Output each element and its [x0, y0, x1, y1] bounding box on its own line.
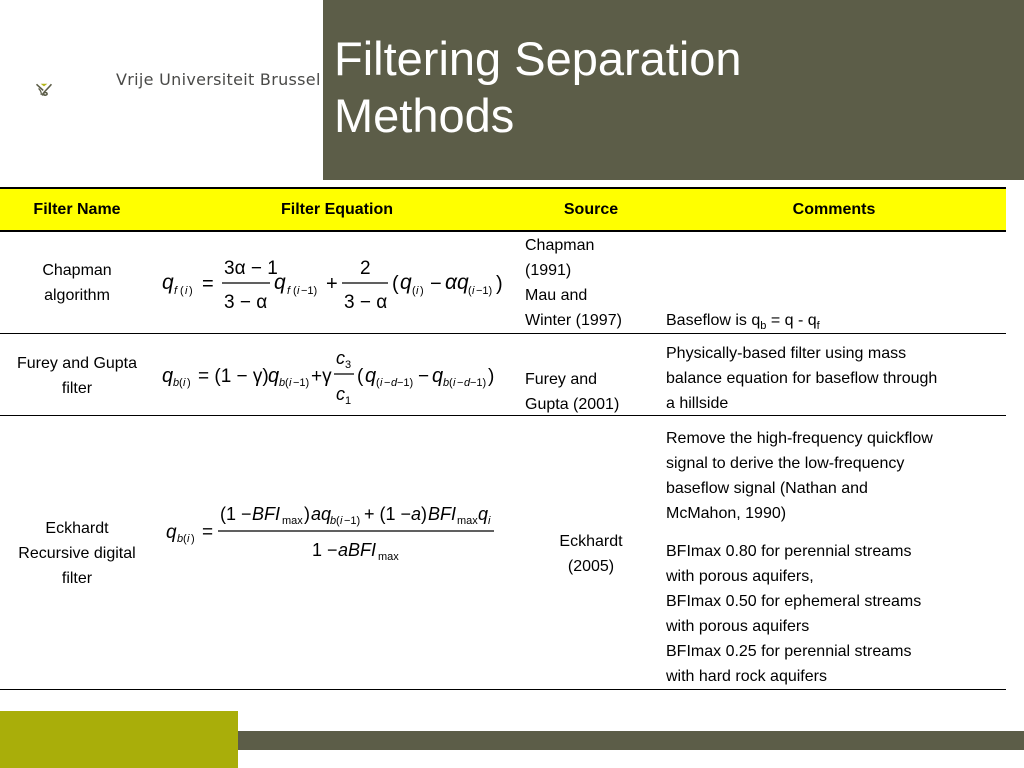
svg-text:−: −: [384, 377, 391, 389]
svg-text:max: max: [378, 551, 399, 563]
svg-text:(: (: [357, 366, 364, 387]
svg-text:+: +: [326, 273, 338, 295]
table-bottom-rule: [0, 689, 1006, 690]
svg-text:i: i: [488, 515, 491, 527]
chapman-equation: [160, 250, 520, 320]
comment-line: McMahon, 1990): [666, 505, 787, 522]
svg-text:(: (: [180, 285, 184, 297]
svg-text:q: q: [162, 365, 174, 387]
svg-text:q: q: [162, 271, 174, 294]
comment-line: signal to derive the low-frequency: [666, 455, 905, 472]
footer-stripe-light: [238, 750, 1024, 768]
svg-text:f: f: [174, 285, 178, 297]
svg-text:(: (: [449, 377, 453, 389]
svg-text:(: (: [179, 377, 183, 389]
filter-name-line: filter: [61, 570, 93, 587]
svg-text:−1): −1): [293, 377, 310, 389]
header-comments: Comments: [792, 201, 876, 218]
row-divider: [0, 333, 1006, 334]
svg-text:+ (1 −: + (1 −: [364, 504, 412, 524]
svg-text:(: (: [392, 273, 399, 295]
svg-text:i: i: [297, 285, 300, 297]
comment-subscript: f: [816, 320, 820, 333]
comment-subscript: b: [760, 320, 767, 333]
svg-text:q: q: [478, 504, 489, 524]
svg-text:d: d: [391, 377, 398, 389]
svg-text:3: 3: [345, 359, 352, 371]
svg-text:c: c: [336, 384, 345, 404]
footer-stripe: [238, 731, 1024, 750]
filter-name-line: Chapman: [42, 262, 112, 279]
logo-text: Vrije Universiteit Brussel: [116, 70, 321, 89]
svg-text:i: i: [380, 377, 383, 389]
svg-text:−: −: [457, 377, 464, 389]
source-line: Eckhardt: [559, 533, 623, 550]
source-line: Gupta (2001): [525, 396, 620, 413]
svg-text:i: i: [183, 377, 186, 389]
source-line: Mau and: [525, 287, 588, 304]
svg-text:αq: αq: [445, 271, 469, 294]
header-source: Source: [563, 201, 619, 218]
svg-text:(: (: [336, 515, 340, 527]
table-row-furey-comment: [666, 341, 1006, 416]
table-row-chapman-name: [0, 258, 154, 308]
svg-text:): ): [420, 285, 424, 297]
table-row-chapman-source: [525, 233, 660, 333]
svg-text:3 − α: 3 − α: [224, 292, 268, 313]
svg-text:b: b: [173, 377, 180, 389]
svg-text:f: f: [287, 285, 291, 297]
svg-text:−: −: [430, 273, 442, 295]
svg-text:q: q: [166, 522, 177, 543]
comment-line: Physically-based filter using mass: [666, 345, 907, 362]
svg-text:BFI: BFI: [428, 504, 457, 524]
table-row-eckhardt-comment-2: [666, 539, 1006, 689]
svg-text:max: max: [457, 515, 478, 527]
svg-text:i: i: [416, 285, 419, 297]
svg-text:): ): [496, 273, 503, 295]
source-line: (2005): [567, 558, 615, 575]
table-row-eckhardt-name: [0, 516, 154, 591]
svg-text:d: d: [464, 377, 471, 389]
svg-text:aq: aq: [311, 504, 332, 524]
svg-text:c: c: [336, 348, 345, 368]
svg-text:i: i: [340, 515, 343, 527]
table-row-furey-source: [525, 367, 660, 417]
svg-text:(: (: [293, 285, 297, 297]
svg-text:3 − α: 3 − α: [344, 292, 388, 313]
svg-text:= (1 − γ): = (1 − γ): [198, 366, 269, 387]
svg-text:+γ: +γ: [311, 366, 332, 387]
header-filter-name: Filter Name: [33, 201, 121, 218]
svg-text:1 −: 1 −: [312, 540, 338, 560]
svg-text:(: (: [183, 533, 187, 545]
slide-title-line2: Methods: [334, 89, 515, 142]
svg-text:(1 −: (1 −: [220, 504, 252, 524]
svg-text:i: i: [453, 377, 456, 389]
comment-line: balance equation for baseflow through: [666, 370, 938, 387]
svg-text:q: q: [432, 365, 444, 387]
svg-text:): ): [421, 504, 427, 524]
slide-title: [334, 30, 1014, 144]
svg-text:i: i: [187, 533, 190, 545]
filter-name-line: filter: [61, 380, 93, 397]
comment-line: a hillside: [666, 395, 729, 412]
source-line: Furey and: [525, 371, 598, 388]
eckhardt-equation: [164, 496, 514, 572]
svg-text:−1): −1): [476, 285, 493, 297]
comment-line: with porous aquifers: [666, 618, 810, 635]
slide-title-line1: Filtering Separation: [334, 32, 742, 85]
svg-text:q: q: [400, 271, 412, 294]
svg-text:(: (: [376, 377, 380, 389]
svg-text:): ): [189, 285, 193, 297]
svg-text:q: q: [365, 365, 377, 387]
svg-text:(: (: [468, 285, 472, 297]
svg-text:q: q: [268, 365, 280, 387]
svg-text:): ): [187, 377, 191, 389]
svg-text:−1): −1): [397, 377, 414, 389]
svg-text:b: b: [330, 515, 337, 527]
comment-line: BFImax 0.80 for perennial streams: [666, 543, 912, 560]
svg-text:=: =: [202, 522, 214, 543]
footer-accent-block: [0, 711, 238, 768]
header-filter-equation: Filter Equation: [281, 201, 393, 218]
comment-text: = q - q: [766, 312, 817, 329]
source-line: (1991): [525, 262, 572, 279]
filter-name-line: Furey and Gupta: [16, 355, 138, 372]
comment-line: Remove the high-frequency quickflow: [666, 430, 933, 447]
svg-text:): ): [191, 533, 195, 545]
svg-text:q: q: [274, 271, 286, 294]
svg-text:−1): −1): [344, 515, 361, 527]
svg-text:−1): −1): [301, 285, 318, 297]
svg-text:−1): −1): [470, 377, 487, 389]
svg-text:a: a: [411, 504, 422, 524]
source-line: Winter (1997): [525, 312, 622, 329]
svg-text:2: 2: [360, 258, 371, 279]
svg-text:max: max: [282, 515, 303, 527]
svg-text:(: (: [285, 377, 289, 389]
svg-text:i: i: [289, 377, 292, 389]
comment-line: baseflow signal (Nathan and: [666, 480, 868, 497]
svg-text:BFI: BFI: [252, 504, 281, 524]
svg-text:aBFI: aBFI: [338, 540, 377, 560]
table-header-rule: [0, 230, 1006, 232]
table-row-furey-name: [0, 351, 154, 401]
svg-text:1: 1: [345, 395, 352, 407]
svg-text:b: b: [443, 377, 450, 389]
furey-gupta-equation: [160, 342, 520, 412]
svg-text:): ): [488, 366, 495, 387]
table-row-eckhardt-source: [520, 529, 662, 579]
table-row-chapman-comment: [666, 308, 1002, 333]
comment-text: Baseflow is q: [666, 312, 761, 329]
comment-line: with porous aquifers,: [666, 568, 814, 585]
vub-logo-icon: [36, 66, 108, 118]
source-line: Chapman: [525, 237, 595, 254]
svg-text:b: b: [279, 377, 286, 389]
filter-name-line: algorithm: [44, 287, 110, 304]
svg-text:−: −: [418, 366, 430, 387]
svg-text:b: b: [177, 533, 184, 545]
svg-text:i: i: [185, 285, 188, 297]
svg-text:3α − 1: 3α − 1: [224, 258, 278, 279]
filter-name-line: Recursive digital: [18, 545, 136, 562]
svg-text:i: i: [472, 285, 475, 297]
svg-text:): ): [304, 504, 310, 524]
filter-name-line: Eckhardt: [45, 520, 109, 537]
comment-line: BFImax 0.50 for ephemeral streams: [666, 593, 922, 610]
svg-text:=: =: [202, 273, 214, 295]
comment-line: with hard rock aquifers: [666, 668, 827, 685]
table-row-eckhardt-comment-1: [666, 426, 1006, 526]
svg-text:(: (: [412, 285, 416, 297]
comment-line: BFImax 0.25 for perennial streams: [666, 643, 912, 660]
